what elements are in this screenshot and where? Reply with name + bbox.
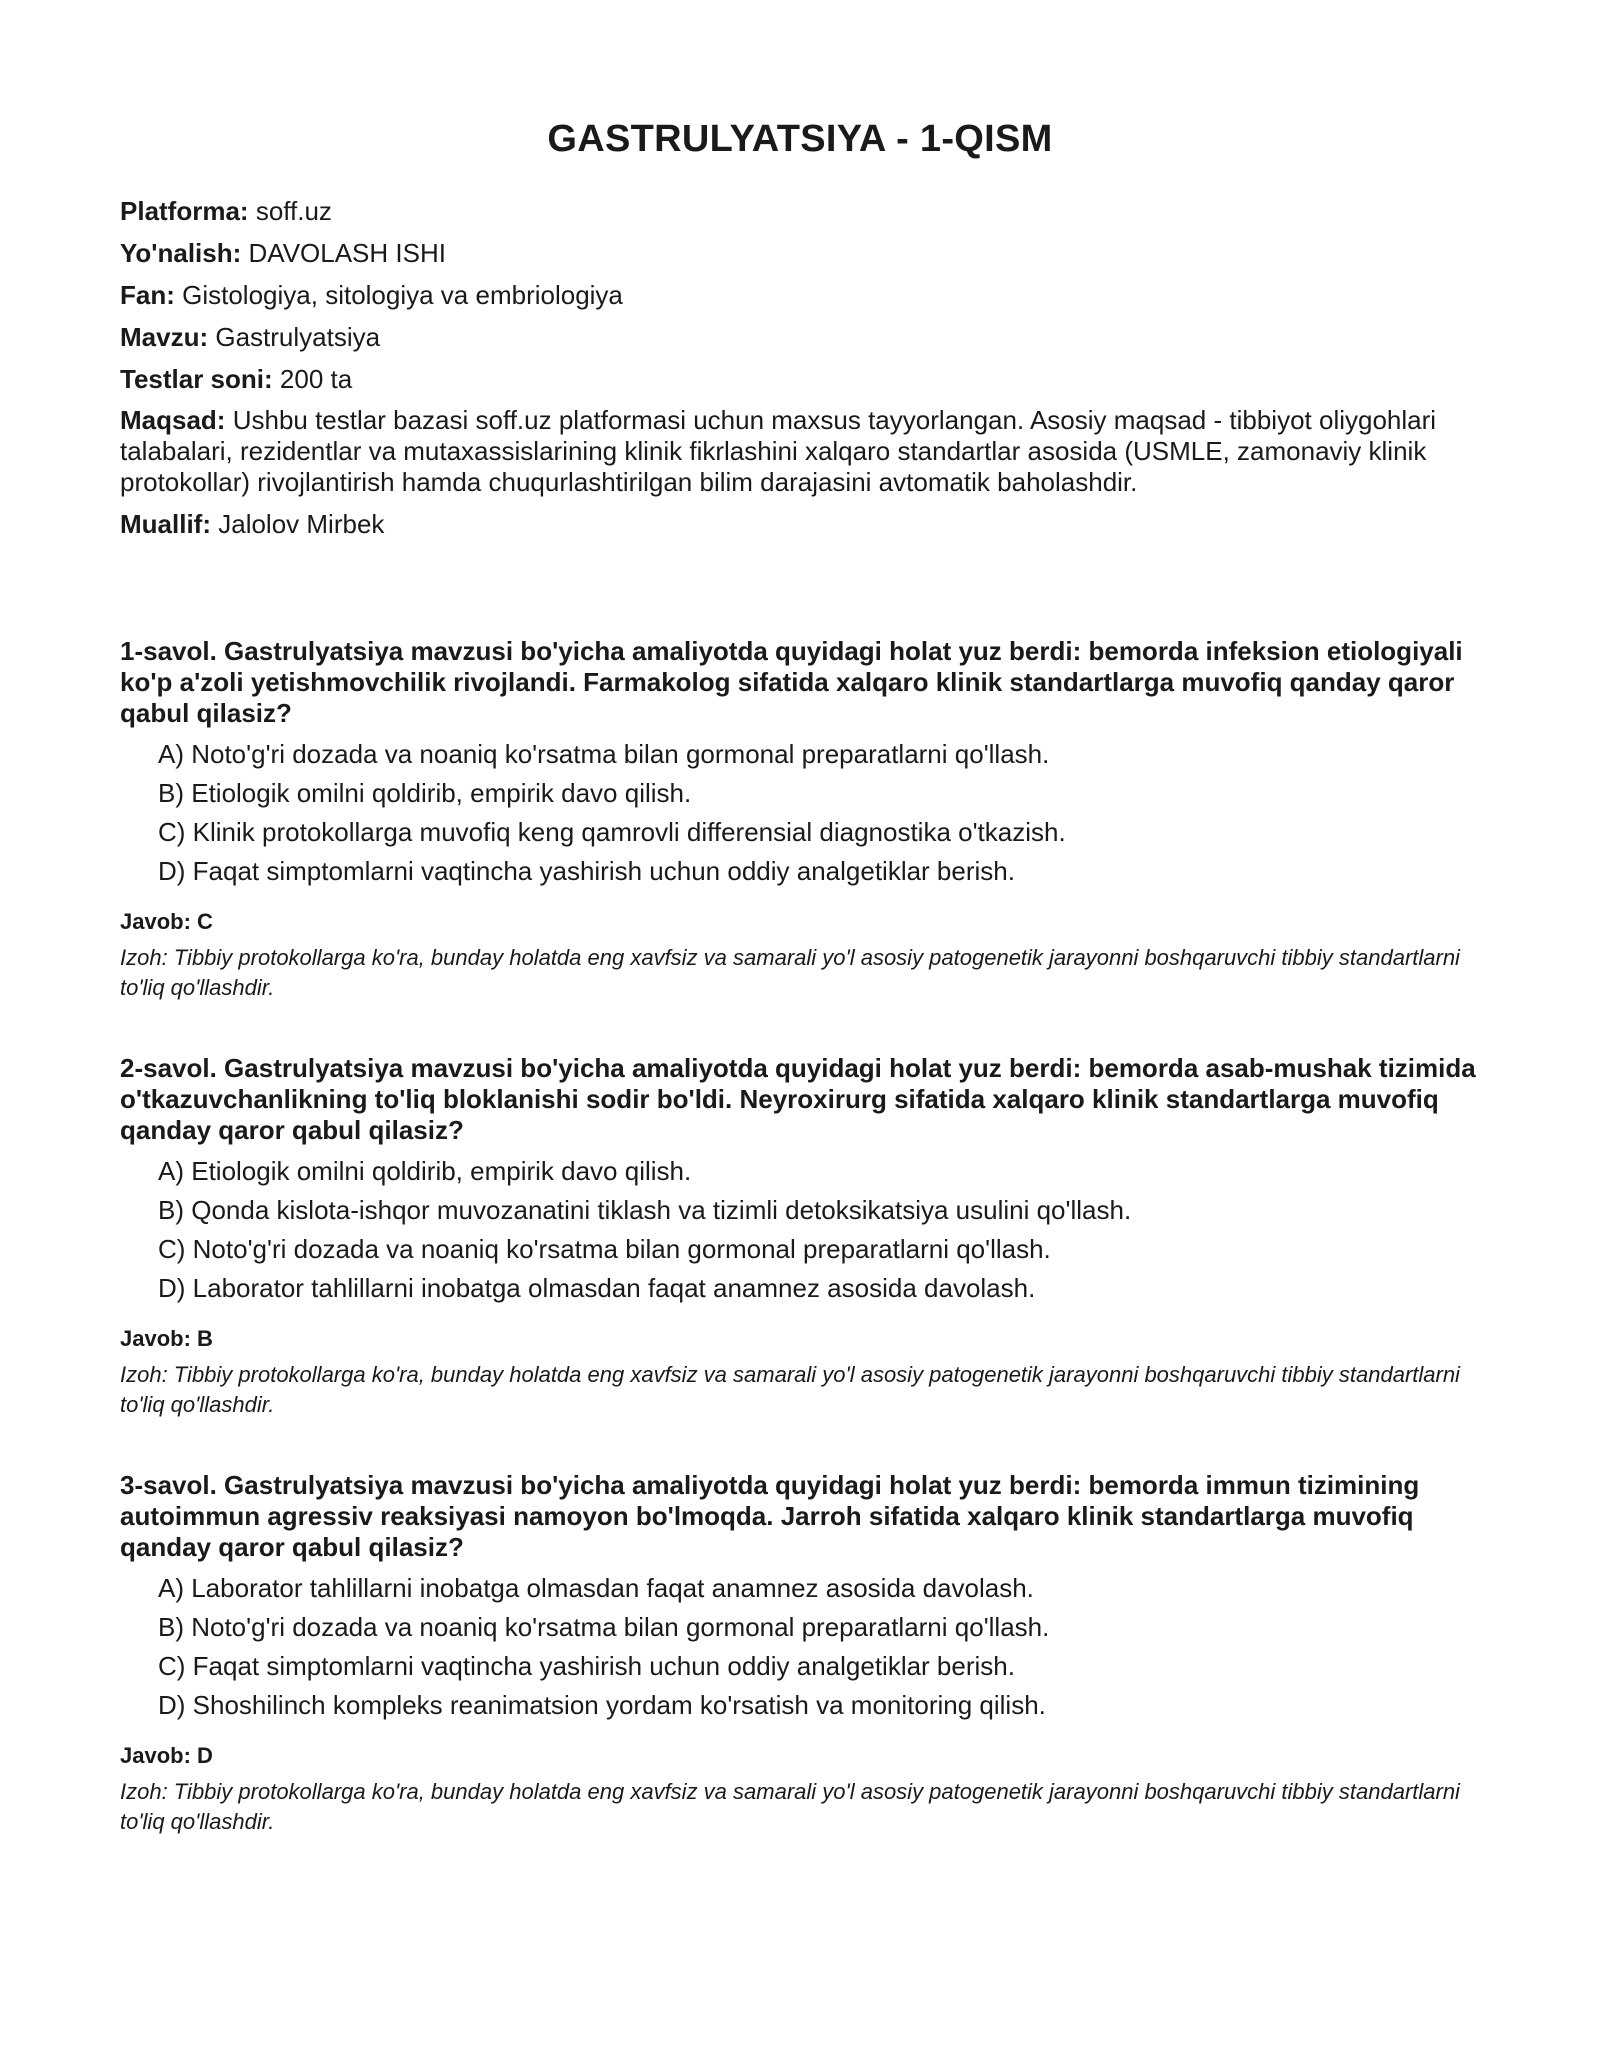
answer-option: C) Noto'g'ri dozada va noaniq ko'rsatma bilan gormonal preparatlarni qo'llash.: [158, 1234, 1051, 1264]
meta-label: Yo'nalish:: [120, 238, 242, 268]
answer-option: A) Noto'g'ri dozada va noaniq ko'rsatma bilan gormonal preparatlarni qo'llash.: [158, 739, 1050, 769]
correct-answer: Javob: B: [120, 1326, 213, 1351]
meta-label: Platforma:: [120, 196, 249, 226]
meta-value: soff.uz: [255, 196, 332, 226]
meta-value: Ushbu testlar bazasi soff.uz platformasi uchun maxsus tayyorlangan. Asosiy maqsad - tibbiyot oliygohlari talabalari, rezidentlar va mutaxassislarining klinik fikrlashini xalqaro standartlar asosida (USMLE, zamonaviy klinik protokollar) rivojlantirish hamda chuqurlashtirilgan bilim darajasini avtomatik baholashdir.: [120, 405, 1437, 497]
meta-label: Fan:: [120, 280, 175, 310]
meta-value: DAVOLASH ISHI: [248, 238, 446, 268]
answer-option: D) Laborator tahlillarni inobatga olmasdan faqat anamnez asosida davolash.: [158, 1273, 1036, 1303]
meta-section: [120, 195, 1480, 540]
question-block: [120, 636, 1480, 1003]
question-text: 2-savol. Gastrulyatsiya mavzusi bo'yicha amaliyotda quyidagi holat yuz berdi: bemorda asab-mushak tizimida o'tkazuvchanlikning to'liq bloklanishi sodir bo'ldi. Neyroxirurg sifatida xalqaro klinik standartlarga muvofiq qanday qaror qabul qilasiz?: [120, 1053, 1476, 1145]
meta-value: Jalolov Mirbek: [218, 509, 385, 539]
meta-author: [120, 508, 1480, 540]
question-text: 1-savol. Gastrulyatsiya mavzusi bo'yicha amaliyotda quyidagi holat yuz berdi: bemorda infeksion etiologiyali ko'p a'zoli yetishmovchilik rivojlandi. Farmakolog sifatida xalqaro klinik standartlarga muvofiq qanday qaror qabul qilasiz?: [120, 636, 1463, 728]
meta-value: Gastrulyatsiya: [215, 322, 381, 352]
meta-direction: [120, 237, 1480, 269]
answer-explanation: Izoh: Tibbiy protokollarga ko'ra, bunday holatda eng xavfsiz va samarali yo'l asosiy patogenetik jarayonni boshqaruvchi tibbiy standartlarni to'liq qo'llashdir.: [120, 1779, 1460, 1834]
meta-purpose: [120, 405, 1480, 498]
meta-topic: [120, 321, 1480, 353]
meta-label: Testlar soni:: [120, 364, 273, 394]
question-block: [120, 1470, 1480, 1837]
answer-option: A) Laborator tahlillarni inobatga olmasdan faqat anamnez asosida davolash.: [158, 1573, 1034, 1603]
answer-option: A) Etiologik omilni qoldirib, empirik davo qilish.: [158, 1156, 692, 1186]
meta-value: 200 ta: [279, 364, 353, 394]
question-text: 3-savol. Gastrulyatsiya mavzusi bo'yicha amaliyotda quyidagi holat yuz berdi: bemorda immun tizimining autoimmun agressiv reaksiyasi namoyon bo'lmoqda. Jarroh sifatida xalqaro klinik standartlarga muvofiq qanday qaror qabul qilasiz?: [120, 1470, 1420, 1562]
questions-list: [120, 636, 1480, 1837]
meta-platform: [120, 195, 1480, 227]
correct-answer: Javob: C: [120, 909, 213, 934]
meta-label: Maqsad:: [120, 405, 226, 435]
answer-option: B) Noto'g'ri dozada va noaniq ko'rsatma bilan gormonal preparatlarni qo'llash.: [158, 1612, 1050, 1642]
meta-value: Gistologiya, sitologiya va embriologiya: [182, 280, 623, 310]
meta-label: Mavzu:: [120, 322, 209, 352]
answer-option: D) Shoshilinch kompleks reanimatsion yordam ko'rsatish va monitoring qilish.: [158, 1690, 1046, 1720]
meta-subject: [120, 279, 1480, 311]
answer-option: B) Etiologik omilni qoldirib, empirik davo qilish.: [158, 778, 692, 808]
question-block: [120, 1053, 1480, 1420]
answer-option: D) Faqat simptomlarni vaqtincha yashirish uchun oddiy analgetiklar berish.: [158, 856, 1015, 886]
answer-option: C) Faqat simptomlarni vaqtincha yashirish uchun oddiy analgetiklar berish.: [158, 1651, 1015, 1681]
meta-label: Muallif:: [120, 509, 211, 539]
document-title: GASTRULYATSIYA - 1-QISM: [547, 118, 1053, 160]
answer-explanation: Izoh: Tibbiy protokollarga ko'ra, bunday holatda eng xavfsiz va samarali yo'l asosiy patogenetik jarayonni boshqaruvchi tibbiy standartlarni to'liq qo'llashdir.: [120, 945, 1460, 1000]
answer-option: B) Qonda kislota-ishqor muvozanatini tiklash va tizimli detoksikatsiya usulini qo'llash.: [158, 1195, 1132, 1225]
answer-explanation: Izoh: Tibbiy protokollarga ko'ra, bunday holatda eng xavfsiz va samarali yo'l asosiy patogenetik jarayonni boshqaruvchi tibbiy standartlarni to'liq qo'llashdir.: [120, 1362, 1460, 1417]
answer-option: C) Klinik protokollarga muvofiq keng qamrovli differensial diagnostika o'tkazish.: [158, 817, 1066, 847]
correct-answer: Javob: D: [120, 1743, 213, 1768]
meta-test-count: [120, 363, 1480, 395]
